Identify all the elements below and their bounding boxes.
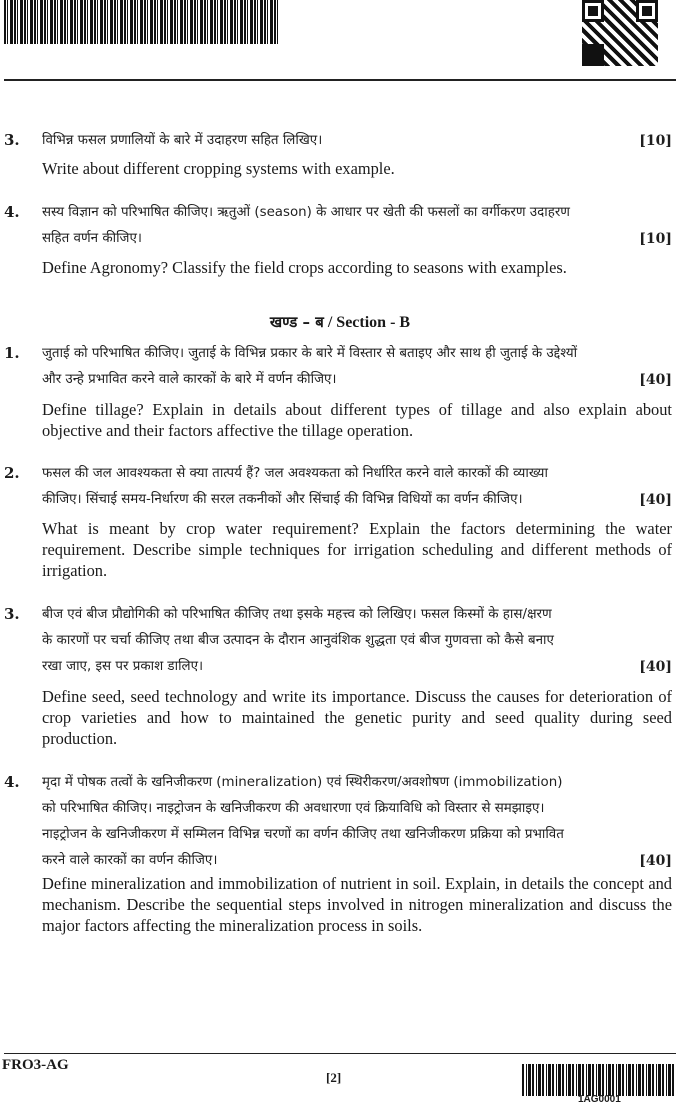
question-number: 4. [4,203,20,221]
barcode-top [4,0,280,44]
hindi-line: रखा जाए, इस पर प्रकाश डालिए। [40] [42,654,672,680]
hindi-line: के कारणों पर चर्चा कीजिए तथा बीज उत्पादन के दौरान आनुवंशिक शुद्धता एवं बीज गुणवत्ता को कैसे बनाए [42,633,554,648]
qr-code [582,0,658,66]
question-hindi [42,602,672,680]
question-hindi [42,770,672,874]
question-english: Define Agronomy? Classify the field crops according to seasons with examples. [42,258,567,277]
page-number: [2] [326,1070,342,1085]
question-hindi [42,200,672,252]
header-rule [4,79,676,81]
hindi-line: और उन्हे प्रभावित करने वाले कारकों के बारे में वर्णन कीजिए। [40] [42,367,672,393]
hindi-line: को परिभाषित कीजिए। नाइट्रोजन के खनिजीकरण की अवधारणा एवं क्रियाविधि को विस्तार से समझाइए। [42,801,545,816]
question-english: Define seed, seed technology and write its importance. Discuss the causes for deterioration of crop varieties and how to maintained the genetic purity and seed quality during seed production. [42,687,672,748]
hindi-line: जुताई को परिभाषित कीजिए। जुताई के विभिन्न प्रकार के बारे में विस्तार से बताइए और साथ ही जुताई के उद्देश्यों [42,346,578,361]
marks: [10] [639,231,672,247]
question-number: 2. [4,464,20,482]
question-english: Define mineralization and immobilization of nutrient in soil. Explain, in details the concept and mechanism. Describe the sequential steps involved in nitrogen mineralization and discuss the major factors affecting the mineralization process in soils. [42,874,672,935]
hindi-line: सहित वर्णन कीजिए। [10] [42,226,672,252]
question-number: 4. [4,773,20,791]
section-b-heading: खण्ड – ब / Section - B [269,313,411,331]
hindi-line: बीज एवं बीज प्रौद्योगिकी को परिभाषित कीजिए तथा इसके महत्त्व को लिखिए। फसल किस्मों के हास/क्षरण [42,607,552,622]
hindi-line: मृदा में पोषक तत्वों के खनिजीकरण (mineralization) एवं स्थिरीकरण/अवशोषण (immobilization) [42,775,563,790]
hindi-line: नाइट्रोजन के खनिजीकरण में सम्मिलन विभिन्न चरणों का वर्णन कीजिए तथा खनिजीकरण प्रक्रिया को प्रभावित [42,827,564,842]
question-number: 3. [4,131,20,149]
footer-rule [4,1053,676,1054]
question-hindi [42,461,672,513]
marks: [40] [639,853,672,869]
marks: [40] [639,659,672,675]
barcode-bottom [522,1064,676,1096]
question-number: 3. [4,605,20,623]
hindi-line: फसल की जल आवश्यकता से क्या तात्पर्य हैं? जल अवश्यकता को निर्धारित करने वाले कारकों की व्याख्या [42,466,548,481]
marks: [40] [639,372,672,388]
marks: [40] [639,492,672,508]
paper-code: FRO3-AG [2,1057,69,1073]
hindi-line: सस्य विज्ञान को परिभाषित कीजिए। ऋतुओं (season) के आधार पर खेती की फसलों का वर्गीकरण उदाहरण [42,205,570,220]
question-english: Define tillage? Explain in details about different types of tillage and also explain about objective and their factors affective the tillage operation. [42,400,672,440]
question-english: What is meant by crop water requirement? Explain the factors determining the water requirement. Describe simple techniques for irrigation scheduling and different methods of irrigation. [42,519,672,580]
question-english: Write about different cropping systems with example. [42,159,395,178]
hindi-line: विभिन्न फसल प्रणालियों के बारे में उदाहरण सहित लिखिए। [10] [42,128,672,154]
marks: [10] [639,133,672,149]
hindi-line: करने वाले कारकों का वर्णन कीजिए। [40] [42,848,672,874]
question-hindi [42,128,672,154]
question-hindi [42,341,672,393]
serial-number: 1AG0001 [578,1094,621,1105]
question-number: 1. [4,344,20,362]
hindi-line: कीजिए। सिंचाई समय-निर्धारण की सरल तकनीकों और सिंचाई की विभिन्न विधियों का वर्णन कीजिए। [40] [42,487,672,513]
